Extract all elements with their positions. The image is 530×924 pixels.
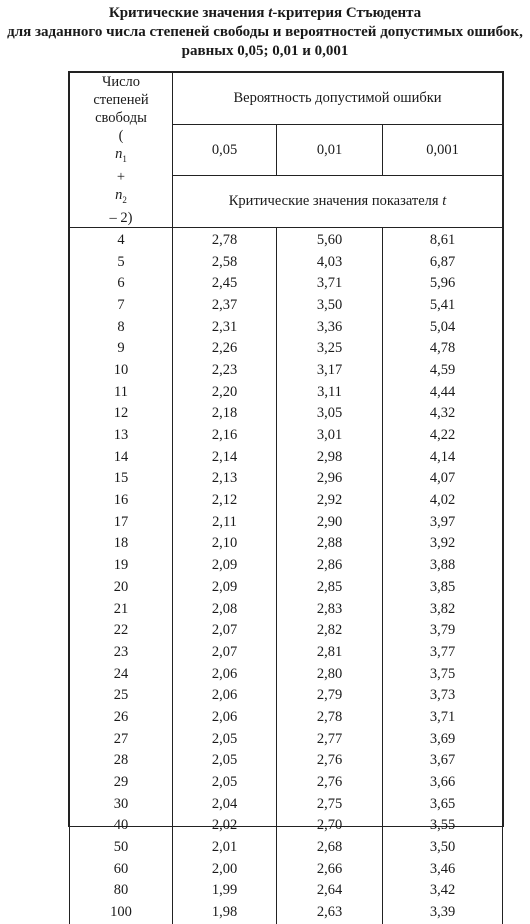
p0001-cell: 5,41 [383,295,503,317]
table-row [70,533,503,555]
df-cell: 22 [70,620,173,642]
title-line-2: для заданного числа степеней свободы и вероятностей допустимых ошибок, [7,24,523,40]
p001-cell: 2,68 [277,837,383,859]
p001-cell: 3,71 [277,273,383,295]
p0001-cell: 4,07 [383,468,503,490]
p001-cell: 2,82 [277,620,383,642]
df-cell: 29 [70,772,173,794]
table-row [70,728,503,750]
df-cell: 20 [70,577,173,599]
df-cell: 18 [70,533,173,555]
df-cell: 24 [70,663,173,685]
p001-cell: 3,50 [277,295,383,317]
critical-values-header-prefix: Критические значения показателя [228,193,443,210]
table-row [70,620,503,642]
p0001-cell: 4,32 [383,403,503,425]
p0001-cell: 3,79 [383,620,503,642]
p0001-cell: 3,39 [383,902,503,924]
p001-cell: 2,66 [277,858,383,880]
p0001-cell: 3,71 [383,707,503,729]
df-cell: 40 [70,815,173,837]
p001-cell: 2,81 [277,642,383,664]
p005-cell: 2,06 [173,707,277,729]
p0001-cell: 3,55 [383,815,503,837]
p0001-cell: 3,65 [383,793,503,815]
table-row [70,273,503,295]
probability-0-001-header: 0,001 [383,124,503,176]
p001-cell: 3,25 [277,338,383,360]
df-cell: 17 [70,512,173,534]
p0001-cell: 3,50 [383,837,503,859]
table-row [70,577,503,599]
table-row [70,490,503,512]
p001-cell: 3,05 [277,403,383,425]
df-formula-sub1: 1 [122,153,127,164]
table-row [70,295,503,317]
p005-cell: 2,20 [173,382,277,404]
table-row [70,382,503,404]
p001-cell: 2,76 [277,750,383,772]
p001-cell: 3,01 [277,425,383,447]
p005-cell: 2,12 [173,490,277,512]
df-header-line-3: свободы [95,110,147,126]
p005-cell: 2,05 [173,728,277,750]
table-row [70,793,503,815]
df-cell: 19 [70,555,173,577]
p005-cell: 2,26 [173,338,277,360]
p0001-cell: 3,77 [383,642,503,664]
p005-cell: 2,37 [173,295,277,317]
p0001-cell: 6,87 [383,252,503,274]
title-line-1-t: t [268,5,273,21]
critical-values-table [69,72,503,924]
p005-cell: 2,23 [173,360,277,382]
df-cell: 15 [70,468,173,490]
p0001-cell: 3,42 [383,880,503,902]
p0001-cell: 3,88 [383,555,503,577]
df-header-line-2: степеней [93,92,149,108]
p005-cell: 2,00 [173,858,277,880]
title-line-1 [0,4,530,23]
p0001-cell: 3,92 [383,533,503,555]
p001-cell: 4,03 [277,252,383,274]
table-row [70,227,503,251]
table-row [70,707,503,729]
df-cell: 28 [70,750,173,772]
p0001-cell: 4,02 [383,490,503,512]
table-row [70,555,503,577]
df-cell: 26 [70,707,173,729]
p001-cell: 2,80 [277,663,383,685]
title-line-1-prefix: Критические значения [108,5,269,21]
df-header-line-1: Число [101,74,141,90]
p001-cell: 2,78 [277,707,383,729]
df-cell: 13 [70,425,173,447]
df-cell: 11 [70,382,173,404]
p0001-cell: 5,96 [383,273,503,295]
p001-cell: 2,96 [277,468,383,490]
p005-cell: 2,04 [173,793,277,815]
probability-header: Вероятность допустимой ошибки [173,73,503,125]
df-cell: 5 [70,252,173,274]
p005-cell: 2,06 [173,663,277,685]
table-row [70,750,503,772]
table-row [70,858,503,880]
p0001-cell: 3,85 [383,577,503,599]
df-cell: 100 [70,902,173,924]
title-line-1-suffix: -критерия Стъюдента [272,5,422,21]
p005-cell: 2,14 [173,447,277,469]
df-formula-close: – 2) [109,209,133,226]
p001-cell: 2,98 [277,447,383,469]
p005-cell: 1,99 [173,880,277,902]
critical-values-header [173,176,503,228]
df-cell: 10 [70,360,173,382]
table-row [70,468,503,490]
table-row [70,598,503,620]
table-row [70,880,503,902]
p005-cell: 2,16 [173,425,277,447]
df-cell: 7 [70,295,173,317]
p001-cell: 5,60 [277,227,383,251]
table-row [70,338,503,360]
p0001-cell: 4,44 [383,382,503,404]
df-formula [70,127,172,227]
p0001-cell: 3,73 [383,685,503,707]
df-cell: 25 [70,685,173,707]
p001-cell: 2,92 [277,490,383,512]
table-row [70,403,503,425]
p005-cell: 2,09 [173,555,277,577]
table-row [70,512,503,534]
p005-cell: 2,07 [173,620,277,642]
p005-cell: 2,10 [173,533,277,555]
table-row [70,447,503,469]
p0001-cell: 4,14 [383,447,503,469]
p001-cell: 2,77 [277,728,383,750]
table-row [70,772,503,794]
p005-cell: 2,01 [173,837,277,859]
df-formula-plus: + [116,168,126,185]
df-cell: 50 [70,837,173,859]
table-header [70,73,503,228]
p005-cell: 2,06 [173,685,277,707]
table-row [70,902,503,924]
table-row [70,360,503,382]
df-cell: 12 [70,403,173,425]
p001-cell: 2,79 [277,685,383,707]
df-cell: 80 [70,880,173,902]
table-body [70,227,503,924]
df-cell: 9 [70,338,173,360]
p0001-cell: 3,75 [383,663,503,685]
p005-cell: 2,18 [173,403,277,425]
p005-cell: 2,31 [173,317,277,339]
p001-cell: 2,85 [277,577,383,599]
df-formula-n1: n [115,146,123,162]
critical-values-table-frame [68,71,504,921]
degrees-of-freedom-header [70,73,173,228]
table-row [70,425,503,447]
p001-cell: 3,11 [277,382,383,404]
p0001-cell: 4,78 [383,338,503,360]
df-formula-open: ( [118,128,124,144]
p001-cell: 2,70 [277,815,383,837]
df-cell: 60 [70,858,173,880]
df-cell: 6 [70,273,173,295]
table-row [70,252,503,274]
p0001-cell: 3,67 [383,750,503,772]
p001-cell: 2,75 [277,793,383,815]
p005-cell: 2,08 [173,598,277,620]
p0001-cell: 3,82 [383,598,503,620]
document-title [0,4,530,61]
p005-cell: 2,05 [173,750,277,772]
p001-cell: 2,88 [277,533,383,555]
p005-cell: 2,02 [173,815,277,837]
df-cell: 16 [70,490,173,512]
p005-cell: 1,98 [173,902,277,924]
p001-cell: 3,17 [277,360,383,382]
critical-values-header-t: t [442,193,447,210]
df-cell: 21 [70,598,173,620]
p001-cell: 2,83 [277,598,383,620]
p0001-cell: 3,46 [383,858,503,880]
p005-cell: 2,05 [173,772,277,794]
table-row [70,317,503,339]
df-cell: 14 [70,447,173,469]
df-cell: 4 [70,227,173,251]
df-cell: 30 [70,793,173,815]
p005-cell: 2,07 [173,642,277,664]
p005-cell: 2,58 [173,252,277,274]
p001-cell: 2,86 [277,555,383,577]
table-row [70,642,503,664]
p001-cell: 2,76 [277,772,383,794]
p005-cell: 2,09 [173,577,277,599]
p0001-cell: 5,04 [383,317,503,339]
p005-cell: 2,78 [173,227,277,251]
table-row [70,815,503,837]
df-cell: 23 [70,642,173,664]
probability-0-01-header: 0,01 [277,124,383,176]
p0001-cell: 3,97 [383,512,503,534]
df-cell: 8 [70,317,173,339]
table-row [70,663,503,685]
p0001-cell: 3,69 [383,728,503,750]
p001-cell: 3,36 [277,317,383,339]
p0001-cell: 4,59 [383,360,503,382]
p005-cell: 2,45 [173,273,277,295]
p001-cell: 2,64 [277,880,383,902]
title-line-3: равных 0,05; 0,01 и 0,001 [181,43,349,59]
p005-cell: 2,11 [173,512,277,534]
p0001-cell: 4,22 [383,425,503,447]
p001-cell: 2,63 [277,902,383,924]
df-formula-sub2: 2 [122,194,127,205]
df-cell: 27 [70,728,173,750]
p0001-cell: 8,61 [383,227,503,251]
probability-0-05-header: 0,05 [173,124,277,176]
table-row [70,685,503,707]
p0001-cell: 3,66 [383,772,503,794]
p005-cell: 2,13 [173,468,277,490]
df-formula-n2: n [115,186,123,203]
p001-cell: 2,90 [277,512,383,534]
